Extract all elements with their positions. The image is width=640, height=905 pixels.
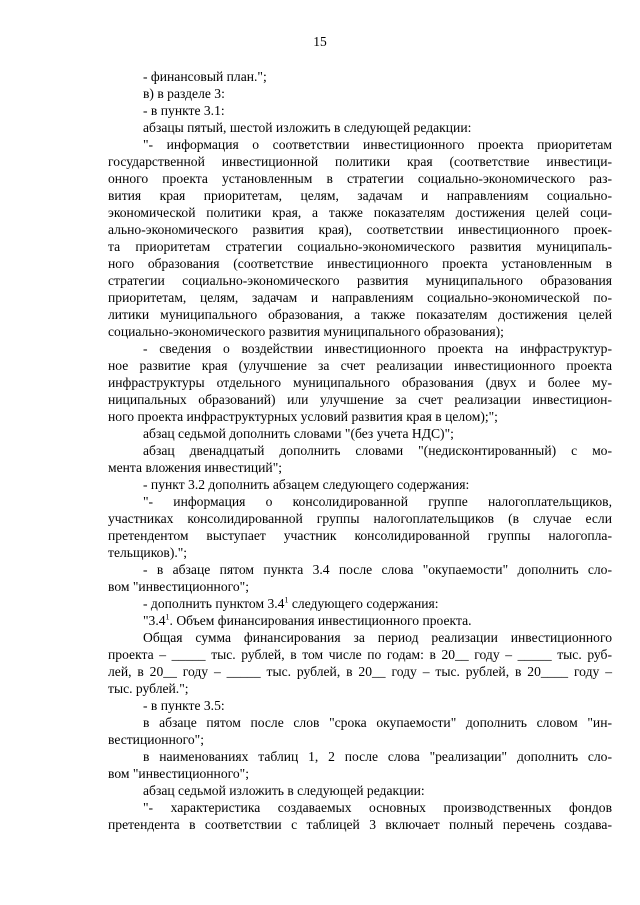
text-line: абзац двенадцатый дополнить словами "(недисконтированный) с мо- — [143, 443, 612, 458]
text-line: в) в разделе 3: — [143, 86, 225, 101]
text-run: . Объем финансирования инвестиционного проекта. — [169, 613, 472, 628]
text-line: тыс. рублей."; — [108, 681, 189, 696]
text-line: ниципальных образований) или улучшение за счет реализации инвестицион- — [108, 392, 612, 407]
text-line: онного проекта установленным в стратегии социально-экономического раз- — [108, 171, 612, 186]
text-line: вития края приоритетам, целям, задачам и направлениям социально- — [108, 188, 612, 203]
text-line: тельщиков)."; — [108, 545, 188, 560]
text-line: - сведения о воздействии инвестиционного проекта на инфраструктур- — [143, 341, 612, 356]
text-line: приоритетам, целям, задачам и направлениям социально-экономической по- — [108, 290, 612, 305]
superscript: 1 — [165, 612, 170, 622]
text-line: вом "инвестиционного"; — [108, 579, 249, 594]
text-line: претендента в соответствии с таблицей 3 включает полный перечень создава- — [108, 817, 612, 832]
text-line: вестиционного"; — [108, 732, 205, 747]
text-line: ного образования (соответствие инвестиционного проекта установленным в — [108, 256, 612, 271]
text-line — [143, 595, 612, 612]
page-number: 15 — [313, 34, 327, 49]
text-line: - в абзаце пятом пункта 3.4 после слова "окупаемости" дополнить сло- — [143, 562, 612, 577]
text-line: - в пункте 3.1: — [143, 103, 225, 118]
text-line: в наименованиях таблиц 1, 2 после слова "реализации" дополнить сло- — [143, 749, 612, 764]
text-line: социально-экономического развития муниципального образования); — [108, 324, 504, 339]
text-line: проекта – _____ тыс. рублей, в том числе по годам: в 20__ году – _____ тыс. руб- — [108, 647, 612, 662]
superscript: 1 — [284, 595, 289, 605]
text-line: - финансовый план."; — [143, 69, 267, 84]
text-line: претендентом выступает участник консолидированной группы налогопла- — [108, 528, 612, 543]
text-line: абзацы пятый, шестой изложить в следующей редакции: — [143, 120, 472, 135]
text-line: стратегии социально-экономического развития муниципального образования — [108, 273, 612, 288]
text-line: абзац седьмой дополнить словами "(без учета НДС)"; — [143, 426, 454, 441]
text-line: вом "инвестиционного"; — [108, 766, 249, 781]
text-run: "3.4 — [143, 613, 166, 628]
text-run: - дополнить пунктом 3.4 — [143, 596, 285, 611]
text-line: ально-экономического развития края), соответствии инвестиционного проек- — [108, 222, 612, 237]
text-line: - в пункте 3.5: — [143, 698, 225, 713]
text-line: мента вложения инвестиций"; — [108, 460, 283, 475]
text-line: - пункт 3.2 дополнить абзацем следующего содержания: — [143, 477, 470, 492]
text-line: "- характеристика создаваемых основных производственных фондов — [143, 800, 612, 815]
text-line: инфраструктуры отдельного муниципального образования (двух и более му- — [108, 375, 612, 390]
text-line: Общая сумма финансирования за период реализации инвестиционного — [143, 630, 612, 645]
text-line: "- информация о консолидированной группе налогоплательщиков, — [143, 494, 612, 509]
text-line: в абзаце пятом после слов "срока окупаемости" дополнить словом "ин- — [143, 715, 612, 730]
text-line: ного проекта инфраструктурных условий развития края в целом);"; — [108, 409, 498, 424]
text-line: "- информация о соответствии инвестиционного проекта приоритетам — [143, 137, 612, 152]
text-line: государственной инвестиционной политики края (соответствие инвестици- — [108, 154, 612, 169]
text-line: та приоритетам стратегии социально-экономического развития муниципаль- — [108, 239, 612, 254]
text-line: экономической политики края, а также показателям достижения целей соци- — [108, 205, 612, 220]
text-line — [143, 612, 612, 629]
text-run: следующего содержания: — [288, 596, 439, 611]
text-line: лей, в 20__ году – _____ тыс. рублей, в 20__ году – тыс. рублей, в 20____ году – — [108, 664, 612, 679]
text-line: абзац седьмой изложить в следующей редакции: — [143, 783, 425, 798]
text-line: участниках консолидированной группы налогоплательщиков (в случае если — [108, 511, 612, 526]
text-line: ное развитие края (улучшение за счет реализации инвестиционного проекта — [108, 358, 612, 373]
text-line: литики муниципального образования, а также показателям достижения целей — [108, 307, 612, 322]
